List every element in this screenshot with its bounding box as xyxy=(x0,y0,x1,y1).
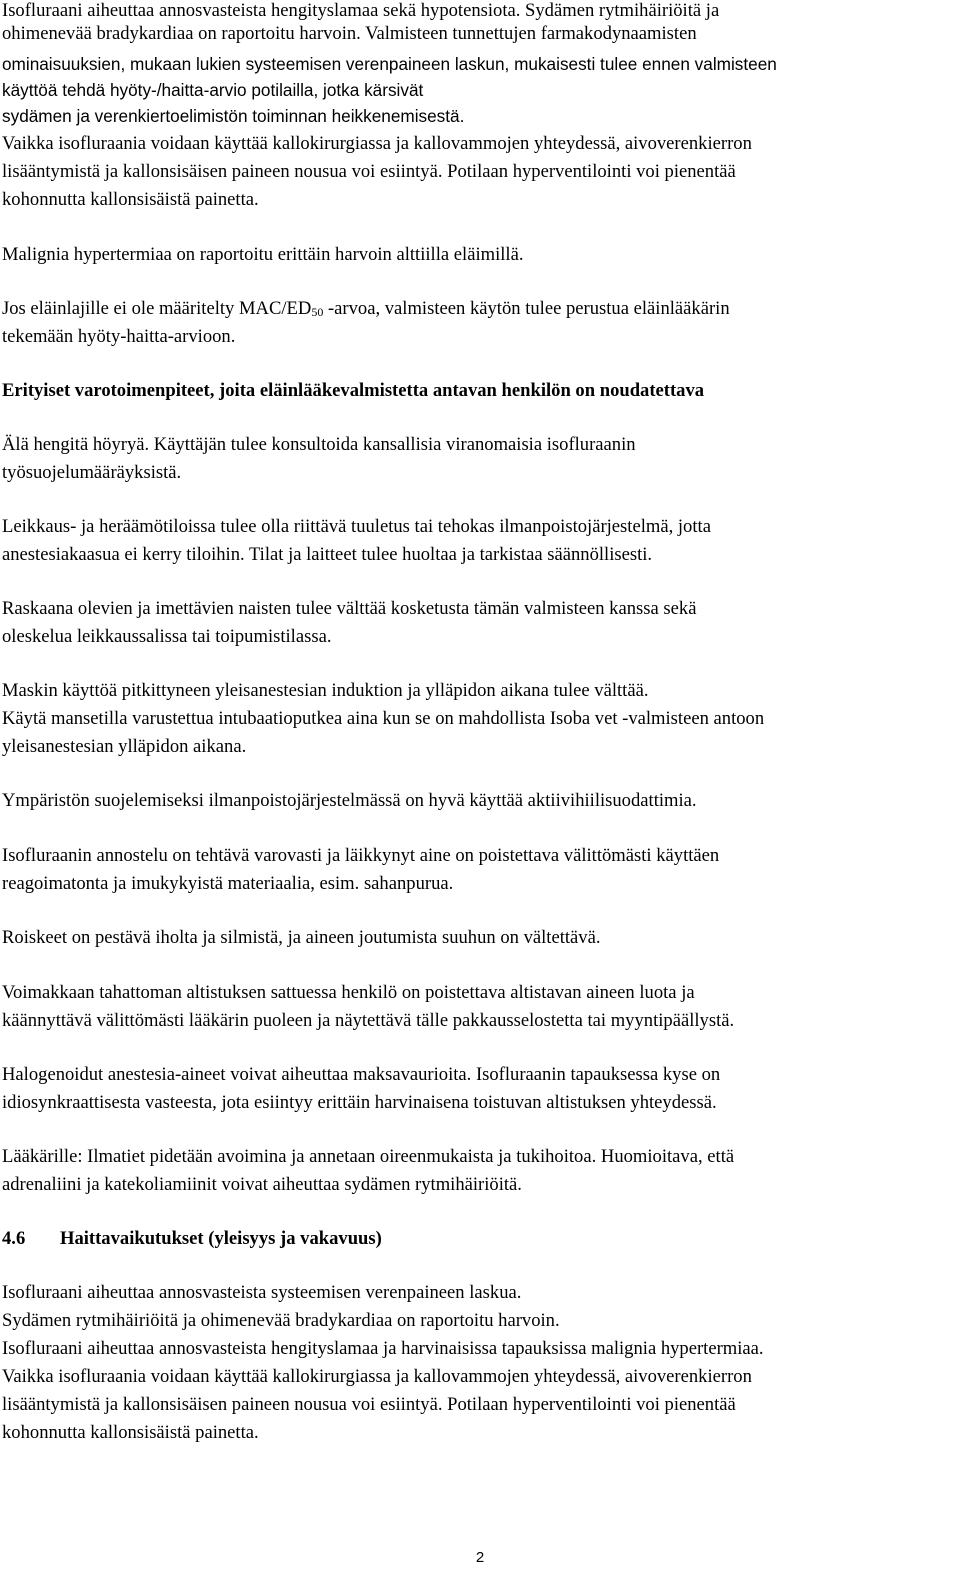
line-text: Halogenoidut anestesia-aineet voivat aiheuttaa maksavaurioita. Isofluraanin tapauksessa kyse on xyxy=(2,1064,721,1085)
text-line xyxy=(2,1064,720,1086)
line-text: Älä hengitä höyryä. Käyttäjän tulee konsultoida kansallisia viranomaisia isofluraanin xyxy=(2,434,636,455)
text-line xyxy=(2,1282,521,1304)
line-text-continued: -arvoa, valmisteen käytön tulee perustua eläinlääkärin xyxy=(323,298,730,319)
line-text: Roiskeet on pestävä iholta ja silmistä, ja aineen joutumista suuhun on vältettävä. xyxy=(2,927,601,948)
text-line xyxy=(2,790,697,812)
line-text: kohonnutta kallonsisäistä painetta. xyxy=(2,1422,259,1443)
text-line xyxy=(2,326,235,348)
line-text: lisääntymistä ja kallonsisäisen paineen nousua voi esiintyä. Potilaan hyperventilointi voi pienentää xyxy=(2,1394,736,1415)
text-line xyxy=(2,105,464,127)
line-text: Isofluraani aiheuttaa annosvasteista hengityslamaa sekä hypotensiota. Sydämen rytmihäiriöitä ja xyxy=(2,0,720,21)
text-line xyxy=(2,598,696,620)
text-line xyxy=(2,1366,752,1388)
text-line xyxy=(2,927,601,949)
line-text: työsuojelumääräyksistä. xyxy=(2,462,182,483)
text-line xyxy=(2,79,423,101)
line-text: reagoimatonta ja imukykyistä materiaalia, esim. sahanpurua. xyxy=(2,873,454,894)
line-text: Raskaana olevien ja imettävien naisten tulee välttää kosketusta tämän valmisteen kanssa sekä xyxy=(2,598,697,619)
line-text: Isofluraani aiheuttaa annosvasteista hengityslamaa ja harvinaisissa tapauksissa malignia hypertermiaa. xyxy=(2,1338,764,1359)
line-text: Erityiset varotoimenpiteet, joita eläinlääkevalmistetta antavan henkilön on noudatettava xyxy=(2,380,705,401)
text-line xyxy=(2,1010,734,1032)
line-text: Malignia hypertermiaa on raportoitu erittäin harvoin alttiilla eläimillä. xyxy=(2,244,524,265)
text-line xyxy=(2,1146,734,1168)
line-text: kohonnutta kallonsisäistä painetta. xyxy=(2,189,259,210)
text-line xyxy=(2,544,652,566)
line-text: käännyttävä välittömästi lääkärin puoleen ja näytettävä tälle pakkausselostetta tai myyntipäällystä. xyxy=(2,1010,735,1031)
line-text: Haittavaikutukset (yleisyys ja vakavuus) xyxy=(60,1228,382,1249)
text-line xyxy=(2,133,752,155)
text-line xyxy=(2,1338,764,1360)
line-text: ohimenevää bradykardiaa on raportoitu harvoin. Valmisteen tunnettujen farmakodynaamisten xyxy=(2,23,697,44)
text-line xyxy=(2,462,181,484)
text-line xyxy=(2,708,764,730)
line-text: Isofluraani aiheuttaa annosvasteista systeemisen verenpaineen laskua. xyxy=(2,1282,522,1303)
line-text: Jos eläinlajille ei ole määritelty MAC/ED xyxy=(2,298,312,319)
text-line xyxy=(2,434,636,456)
line-text: lisääntymistä ja kallonsisäisen paineen nousua voi esiintyä. Potilaan hyperventilointi voi pienentää xyxy=(2,161,736,182)
line-text: Isofluraanin annostelu on tehtävä varovasti ja läikkynyt aine on poistettava välittömästi käyttäen xyxy=(2,845,720,866)
line-text: tekemään hyöty-haitta-arvioon. xyxy=(2,326,236,347)
text-line xyxy=(2,1310,560,1332)
line-text: Vaikka isofluraania voidaan käyttää kallokirurgiassa ja kallovammojen yhteydessä, aivoverenkierron xyxy=(2,1366,752,1387)
line-text: Maskin käyttöä pitkittyneen yleisanestesian induktion ja ylläpidon aikana tulee välttää. xyxy=(2,680,649,701)
section-number: 4.6 xyxy=(2,1228,26,1249)
text-line xyxy=(2,244,524,266)
line-text: Voimakkaan tahattoman altistuksen sattuessa henkilö on poistettava altistavan aineen luota ja xyxy=(2,982,695,1003)
subscript: 50 xyxy=(311,305,324,319)
text-line xyxy=(2,736,246,758)
line-text: Käytä mansetilla varustettua intubaatioputkea aina kun se on mahdollista Isoba vet -valmisteen antoon xyxy=(2,708,765,729)
line-text: Leikkaus- ja heräämötiloissa tulee olla riittävä tuuletus tai tehokas ilmanpoistojärjestelmä, jotta xyxy=(2,516,711,537)
text-line xyxy=(2,873,453,895)
text-line xyxy=(2,1092,717,1114)
line-text: ominaisuuksien, mukaan lukien systeemisen verenpaineen laskun, mukaisesti tulee ennen valmisteen xyxy=(2,54,777,74)
line-text: adrenaliini ja katekoliamiinit voivat aiheuttaa sydämen rytmihäiriöitä. xyxy=(2,1174,522,1195)
text-line xyxy=(2,982,695,1004)
text-line xyxy=(2,53,777,75)
line-text: Vaikka isofluraania voidaan käyttää kallokirurgiassa ja kallovammojen yhteydessä, aivoverenkierron xyxy=(2,133,752,154)
text-line xyxy=(2,1394,736,1416)
line-text: yleisanestesian ylläpidon aikana. xyxy=(2,736,247,757)
text-line xyxy=(2,1422,259,1444)
text-line xyxy=(2,0,719,22)
text-line xyxy=(2,298,730,320)
line-text: oleskelua leikkaussalissa tai toipumistilassa. xyxy=(2,626,332,647)
line-text: anestesiakaasua ei kerry tiloihin. Tilat ja laitteet tulee huoltaa ja tarkistaa säännöllisesti. xyxy=(2,544,653,565)
line-text: idiosynkraattisesta vasteesta, jota esiintyy erittäin harvinaisena toistuvan altistuksen yhteydessä. xyxy=(2,1092,717,1113)
text-line xyxy=(2,1174,522,1196)
text-line xyxy=(2,626,331,648)
text-line xyxy=(2,161,736,183)
page-number: 2 xyxy=(475,1549,485,1566)
text-line xyxy=(2,516,711,538)
line-text: Sydämen rytmihäiriöitä ja ohimenevää bradykardiaa on raportoitu harvoin. xyxy=(2,1310,560,1331)
line-text: Lääkärille: Ilmatiet pidetään avoimina ja annetaan oireenmukaista ja tukihoitoa. Huomioitava, että xyxy=(2,1146,735,1167)
line-text: käyttöä tehdä hyöty-/haitta-arvio potilailla, jotka kärsivät xyxy=(2,80,424,100)
line-text: sydämen ja verenkiertoelimistön toiminnan heikkenemisestä. xyxy=(2,106,465,126)
section-title xyxy=(2,1228,382,1250)
text-line xyxy=(2,23,697,45)
text-line xyxy=(2,845,719,867)
line-text: Ympäristön suojelemiseksi ilmanpoistojärjestelmässä on hyvä käyttää aktiivihiilisuodattimia. xyxy=(2,790,697,811)
text-line xyxy=(2,680,648,702)
text-line xyxy=(2,189,259,211)
section-heading xyxy=(2,380,704,402)
